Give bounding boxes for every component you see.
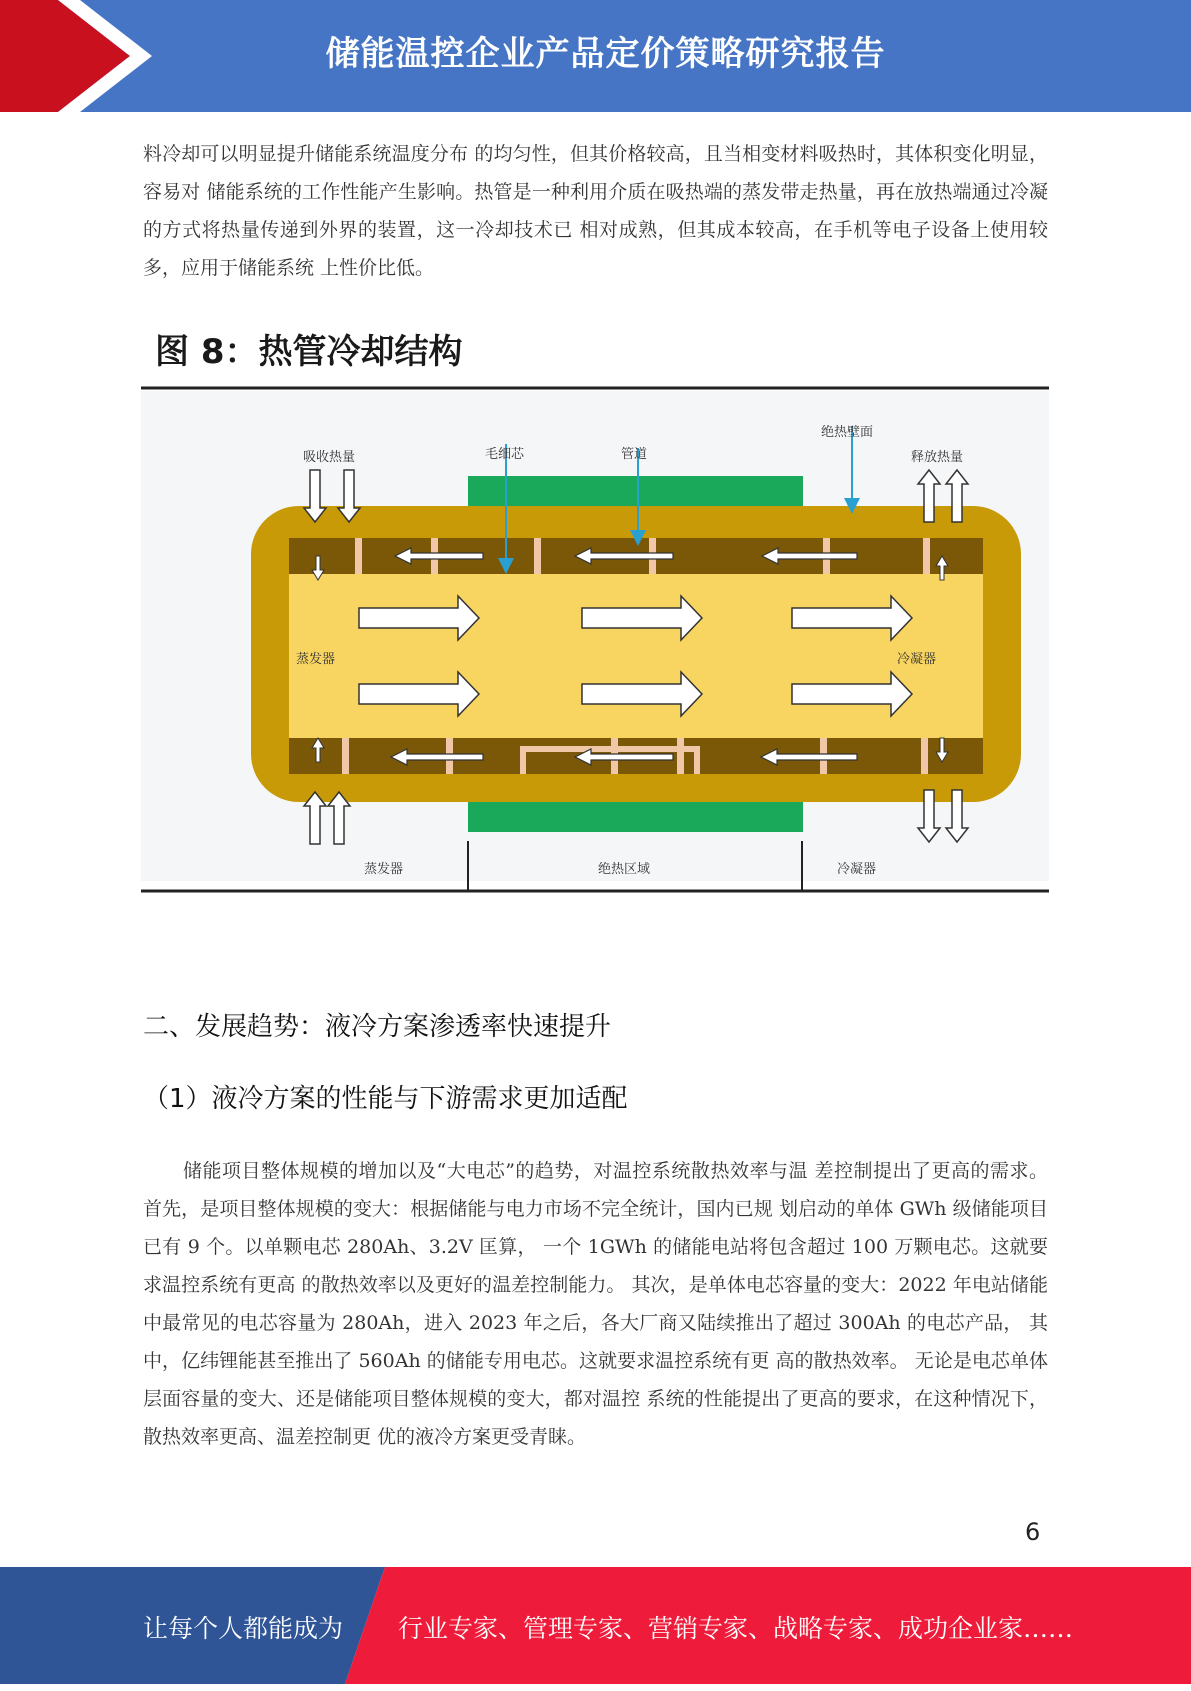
label-insulated-wall: 绝热壁面 [821,425,874,440]
label-pipe: 管道 [621,447,648,462]
label-absorb-heat: 吸收热量 [303,450,356,465]
page-number: 6 [1025,1518,1041,1546]
body-paragraph-2: 储能项目整体规模的增加以及“大电芯”的趋势，对温控系统散热效率与温 差控制提出了更高的需求。 首先，是项目整体规模的变大：根据储能与电力市场不完全统计，国内已规 划启动的单体 GWh 级储能项目已有 9 个。以单颗电芯 280Ah、3.2V 匡算， 一个 1GWh 的储能电站将包含超过 100 万颗电芯。这就要求温控系统有更高 的散热效率以及更好的温差控制能力。 其次，是单体电芯容量的变大：2022 年电站储能中最常见的电芯容量为 280Ah，进入 2023 年之后，各大厂商又陆续推出了超过 300Ah 的电芯产品， 其中，亿纬锂能甚至推出了 560Ah 的储能专用电芯。这就要求温控系统有更 高的散热效率。 无论是电芯单体层面容量的变大、还是储能项目整体规模的变大，都对温控 系统的性能提出了更高的要求，在这种情况下，散热效率更高、温差控制更 优的液冷方案更受青睐。 [143,1160,1048,1448]
vapor-core [289,574,983,738]
footer-slogan-right: 行业专家、管理专家、营销专家、战略专家、成功企业家…… [398,1614,1074,1643]
page-footer [0,1567,1191,1684]
heat-pipe-figure [141,316,1049,896]
subsection-heading: （1）液冷方案的性能与下游需求更加适配 [143,1084,628,1114]
label-evaporator-zone: 蒸发器 [364,862,404,877]
heat-pipe-diagram [141,316,1049,896]
figure-title: 图 8：热管冷却结构 [155,332,463,372]
label-condenser-inner: 冷凝器 [897,652,937,667]
footer-slogan-left: 让每个人都能成为 [143,1614,344,1643]
label-release-heat: 释放热量 [911,450,964,465]
header-title: 储能温控企业产品定价策略研究报告 [325,34,886,74]
label-evaporator-inner: 蒸发器 [296,652,336,667]
label-condenser-zone: 冷凝器 [837,862,877,877]
label-capillary-wick: 毛细芯 [485,447,525,462]
label-insulated-zone: 绝热区域 [598,862,651,877]
body-paragraph-1: 料冷却可以明显提升储能系统温度分布 的均匀性，但其价格较高，且当相变材料吸热时，其体积变化明显，容易对 储能系统的工作性能产生影响。热管是一种利用介质在吸热端的蒸发带走热量，再在放热端通过冷凝的方式将热量传递到外界的装置，这一冷却技术已 相对成熟，但其成本较高，在手机等电子设备上使用较多，应用于储能系统 上性价比低。 [143,143,1048,279]
section-heading: 二、发展趋势：液冷方案渗透率快速提升 [143,1012,612,1042]
page-header [0,0,1191,112]
